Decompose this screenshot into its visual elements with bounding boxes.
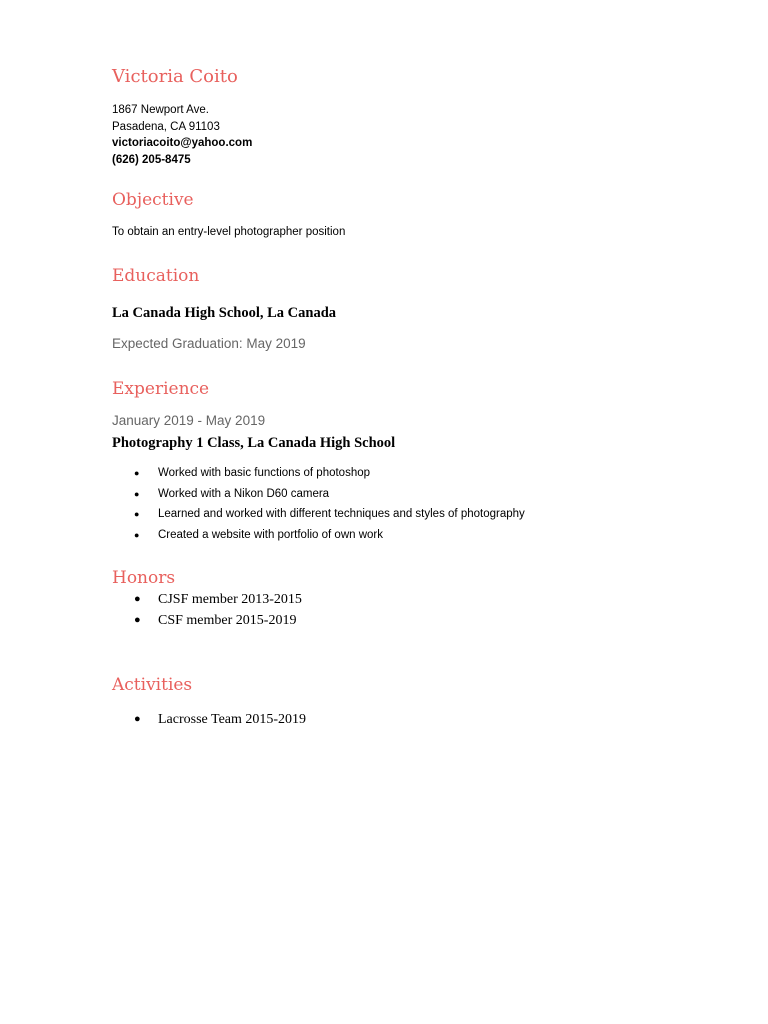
address-line-2: Pasadena, CA 91103 (112, 121, 220, 133)
list-item-text: Created a website with portfolio of own work (158, 528, 383, 541)
honors-list (134, 589, 302, 631)
list-item (134, 589, 302, 610)
resume-name: Victoria Coito (112, 66, 238, 87)
bullet-icon: ● (134, 713, 141, 725)
bullet-icon: ● (134, 614, 141, 626)
list-item (134, 709, 306, 730)
bullet-icon: ● (134, 593, 141, 605)
experience-list (134, 463, 525, 545)
activities-heading: Activities (112, 675, 193, 695)
address-line-1: 1867 Newport Ave. (112, 104, 209, 116)
list-item-text: CJSF member 2013-2015 (158, 592, 302, 607)
list-item (134, 484, 525, 505)
experience-heading: Experience (112, 379, 210, 399)
list-item (134, 525, 525, 546)
list-item-text: Lacrosse Team 2015-2019 (158, 712, 307, 727)
objective-heading: Objective (112, 190, 194, 210)
list-item-text: Worked with a Nikon D60 camera (158, 487, 330, 500)
list-item (134, 463, 525, 484)
education-school: La Canada High School, La Canada (112, 305, 337, 321)
education-heading: Education (112, 266, 200, 286)
honors-heading: Honors (112, 568, 176, 588)
bullet-icon: ● (134, 529, 140, 540)
bullet-icon: ● (134, 509, 140, 519)
list-item (134, 504, 525, 525)
experience-dates: January 2019 - May 2019 (112, 413, 266, 428)
phone-number: (626) 205-8475 (112, 154, 191, 166)
bullet-icon: ● (134, 468, 140, 478)
list-item-text: Learned and worked with different techniques and styles of photography (158, 508, 525, 520)
education-graduation: Expected Graduation: May 2019 (112, 336, 306, 351)
objective-text: To obtain an entry-level photographer position (112, 226, 346, 238)
experience-title: Photography 1 Class, La Canada High School (112, 435, 396, 451)
bullet-icon: ● (134, 488, 140, 499)
list-item-text: Worked with basic functions of photoshop (158, 467, 371, 479)
list-item (134, 610, 302, 631)
list-item-text: CSF member 2015-2019 (158, 613, 297, 628)
email-address: victoriacoito@yahoo.com (112, 137, 253, 149)
activities-list (134, 709, 306, 730)
